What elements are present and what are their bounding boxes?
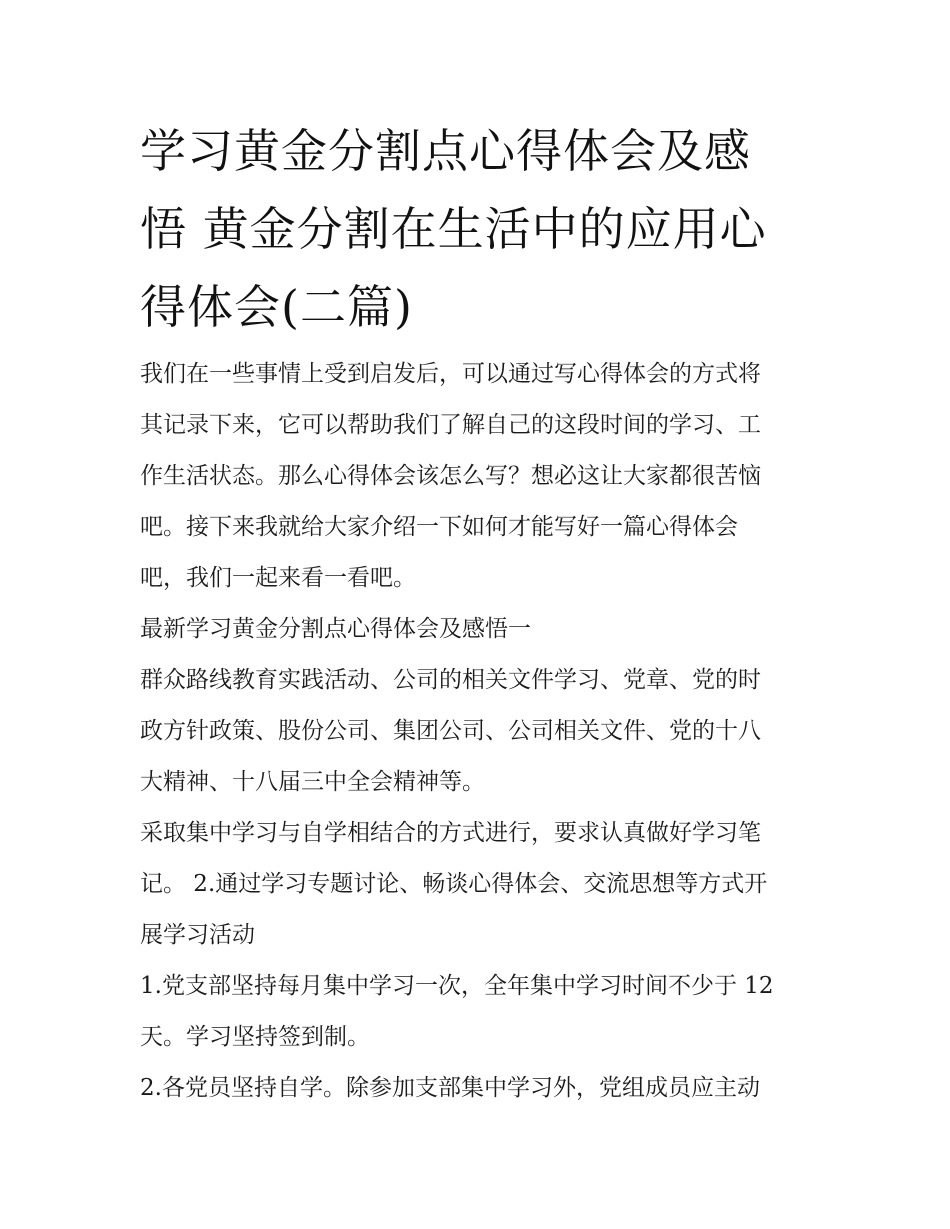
intro-paragraph <box>140 349 816 604</box>
title-line: 得体会(二篇) <box>140 280 413 334</box>
title-line: 悟 黄金分割在生活中的应用心 <box>140 202 767 256</box>
text-line: 政方针政策、股份公司、集团公司、公司相关文件、党的十八 <box>140 718 761 744</box>
text-line: 记。 2.通过学习专题讨论、畅谈心得体会、交流思想等方式开 <box>140 871 768 897</box>
text-line: 展学习活动 <box>140 922 255 948</box>
text-line: 大精神、十八届三中全会精神等。 <box>140 769 485 795</box>
text-line: 采取集中学习与自学相结合的方式进行，要求认真做好学习笔 <box>140 820 761 846</box>
section-heading <box>140 604 816 655</box>
text-line: 1.党支部坚持每月集中学习一次，全年集中学习时间不少于 12 <box>140 973 774 999</box>
text-line: 吧，我们一起来看一看吧。 <box>140 565 416 591</box>
document-body <box>140 112 816 1114</box>
text-line: 作生活状态。那么心得体会该怎么写？想必这让大家都很苦恼 <box>140 463 761 489</box>
title-line: 学习黄金分割点心得体会及感 <box>140 124 751 178</box>
text-line: 2.各党员坚持自学。除参加支部集中学习外，党组成员应主动 <box>140 1075 760 1101</box>
body-paragraph-1 <box>140 655 816 808</box>
document-title <box>140 112 816 346</box>
text-line: 最新学习黄金分割点心得体会及感悟一 <box>140 616 531 642</box>
text-line: 群众路线教育实践活动、公司的相关文件学习、党章、党的时 <box>140 667 761 693</box>
text-line: 我们在一些事情上受到启发后，可以通过写心得体会的方式将 <box>140 361 761 387</box>
text-line: 其记录下来，它可以帮助我们了解自己的这段时间的学习、工 <box>140 412 761 438</box>
text-line: 天。学习坚持签到制。 <box>140 1024 370 1050</box>
body-paragraph-2 <box>140 808 816 961</box>
body-paragraph-3 <box>140 961 816 1063</box>
body-paragraph-4 <box>140 1063 816 1114</box>
text-line: 吧。接下来我就给大家介绍一下如何才能写好一篇心得体会 <box>140 514 738 540</box>
